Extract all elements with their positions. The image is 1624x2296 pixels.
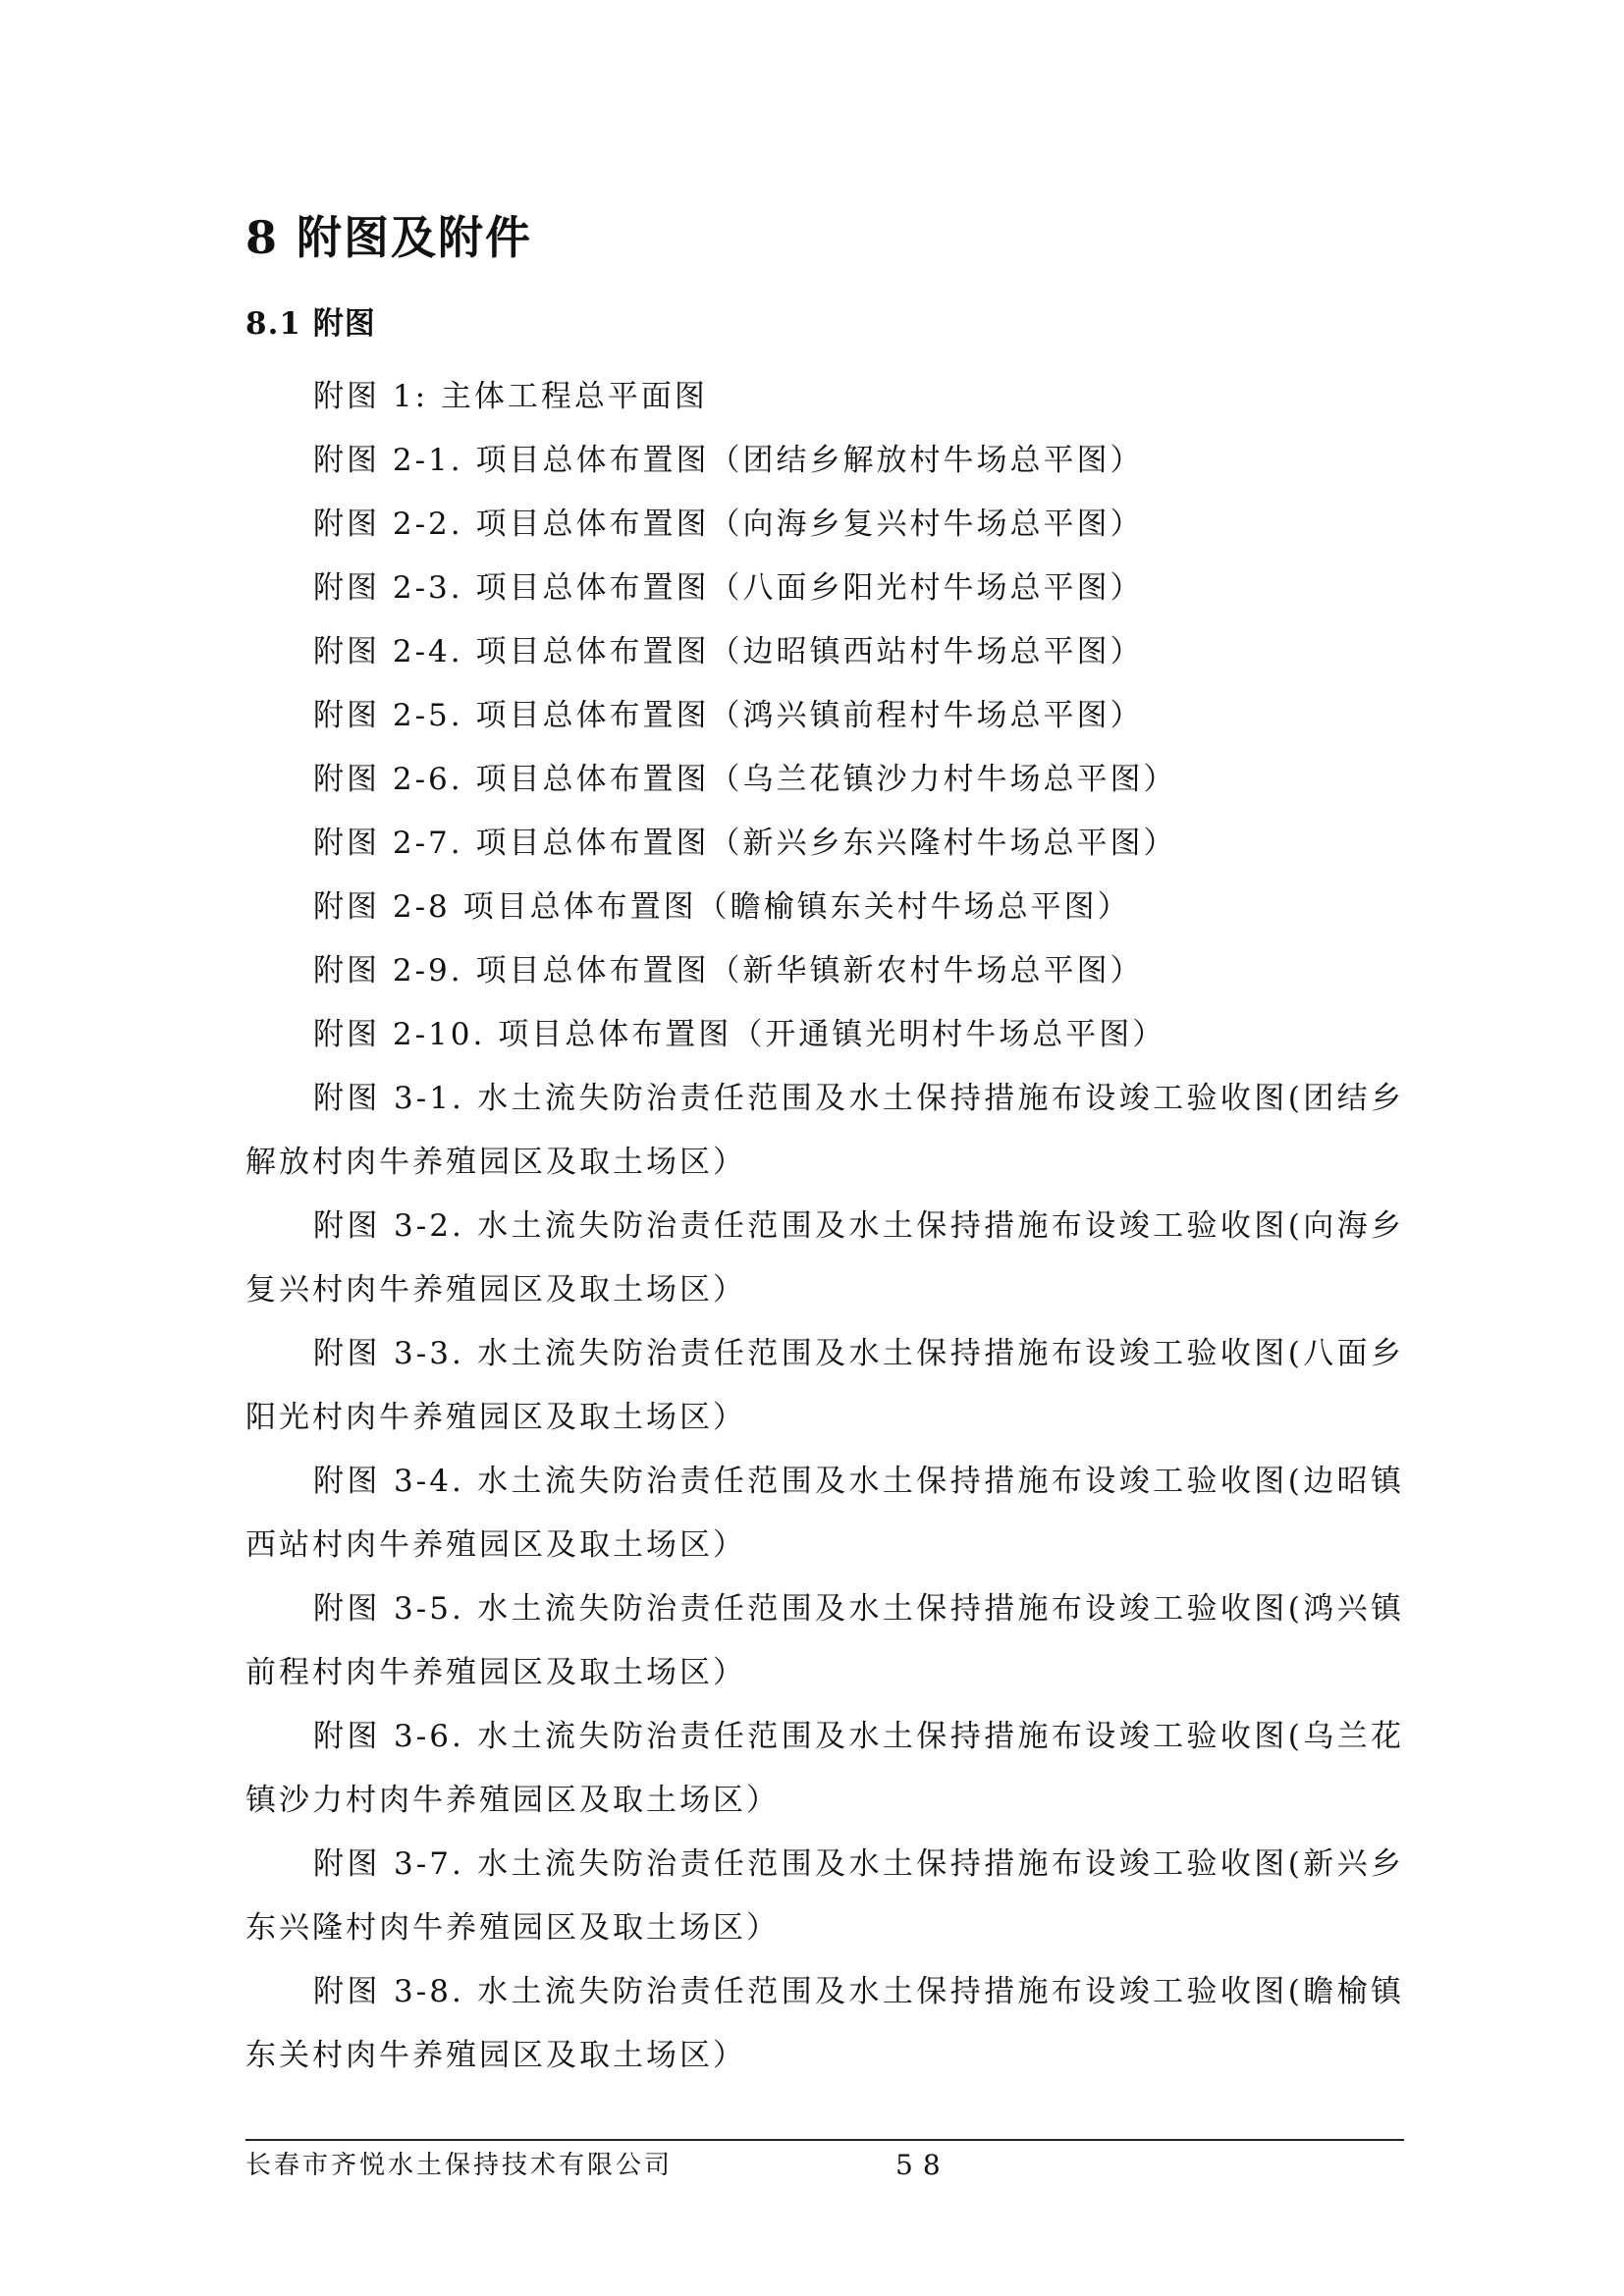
footer-company: 长春市齐悦水土保持技术有限公司	[245, 2151, 674, 2180]
page-number: 58	[895, 2149, 950, 2181]
list-item: 附图 2-7. 项目总体布置图（新兴乡东兴隆村牛场总平图）	[313, 826, 1177, 861]
list-item: 附图 2-2. 项目总体布置图（向海乡复兴村牛场总平图）	[313, 507, 1144, 542]
list-item: 附图 2-6. 项目总体布置图（乌兰花镇沙力村牛场总平图）	[313, 762, 1177, 797]
list-item: 附图 3-8. 水土流失防治责任范围及水土保持措施布设竣工验收图(瞻榆镇东关村肉牛养殖园区及取土场区）	[245, 1974, 1404, 2073]
section-title: 8.1 附图	[245, 306, 376, 342]
list-item: 附图 3-4. 水土流失防治责任范围及水土保持措施布设竣工验收图(边昭镇西站村肉牛养殖园区及取土场区）	[245, 1464, 1404, 1563]
list-item: 附图 2-5. 项目总体布置图（鸿兴镇前程村牛场总平图）	[313, 698, 1144, 733]
chapter-title: 8 附图及附件	[245, 211, 533, 264]
figure-list	[245, 365, 1404, 2088]
list-item: 附图 2-1. 项目总体布置图（团结乡解放村牛场总平图）	[313, 443, 1144, 478]
list-item: 附图 2-3. 项目总体布置图（八面乡阳光村牛场总平图）	[313, 570, 1144, 606]
list-item: 附图 3-7. 水土流失防治责任范围及水土保持措施布设竣工验收图(新兴乡东兴隆村肉牛养殖园区及取土场区）	[245, 1846, 1404, 1946]
list-item: 附图 3-6. 水土流失防治责任范围及水土保持措施布设竣工验收图(乌兰花镇沙力村肉牛养殖园区及取土场区）	[245, 1719, 1404, 1818]
list-item: 附图 3-5. 水土流失防治责任范围及水土保持措施布设竣工验收图(鸿兴镇前程村肉牛养殖园区及取土场区）	[245, 1591, 1404, 1690]
list-item: 附图 1: 主体工程总平面图	[313, 379, 708, 414]
list-item: 附图 2-4. 项目总体布置图（边昭镇西站村牛场总平图）	[313, 634, 1144, 669]
list-item: 附图 2-10. 项目总体布置图（开通镇光明村牛场总平图）	[313, 1017, 1166, 1052]
list-item: 附图 3-2. 水土流失防治责任范围及水土保持措施布设竣工验收图(向海乡复兴村肉牛养殖园区及取土场区）	[245, 1208, 1404, 1308]
footer-divider	[245, 2139, 1404, 2141]
list-item: 附图 2-8 项目总体布置图（瞻榆镇东关村牛场总平图）	[313, 889, 1131, 925]
list-item: 附图 2-9. 项目总体布置图（新华镇新农村牛场总平图）	[313, 953, 1144, 988]
list-item: 附图 3-1. 水土流失防治责任范围及水土保持措施布设竣工验收图(团结乡解放村肉牛养殖园区及取土场区）	[245, 1081, 1404, 1180]
list-item: 附图 3-3. 水土流失防治责任范围及水土保持措施布设竣工验收图(八面乡阳光村肉牛养殖园区及取土场区）	[245, 1336, 1404, 1435]
